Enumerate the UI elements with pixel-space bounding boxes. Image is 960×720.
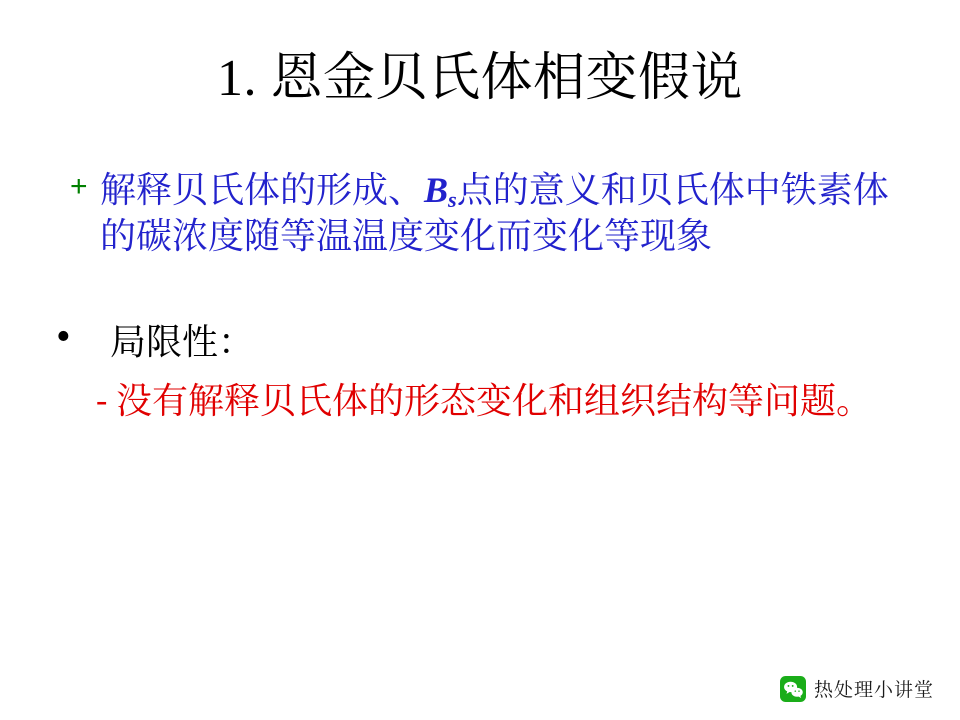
math-symbol-bs: B [424,170,449,210]
bullet-dot-text: 局限性： [110,322,255,363]
bullet-item-dash [56,379,916,424]
math-subscript-s: s [448,186,457,212]
dot-bullet-marker: • [56,314,71,361]
page-title: 1. 恩金贝氏体相变假说 [216,50,743,107]
bullet-item-dot [56,314,916,365]
plus-bullet-marker: + [70,170,88,203]
bullet-plus-text [100,168,900,258]
bullet-dash-text: 没有解释贝氏体的形态变化和组织结构等问题。 [116,381,873,422]
bullet-plus-text-before: 解释贝氏体的形成、 [100,170,425,210]
slide-body [56,168,916,424]
watermark-label: 热处理小讲堂 [813,680,934,701]
bullet-plus-text-after: 点的意义和贝氏体中铁素体的碳浓度随等温温度变化而变化等现象 [100,170,889,256]
dash-bullet-marker: - [96,382,108,420]
bullet-item-plus [56,168,916,258]
watermark [780,675,934,702]
wechat-icon [780,676,806,702]
